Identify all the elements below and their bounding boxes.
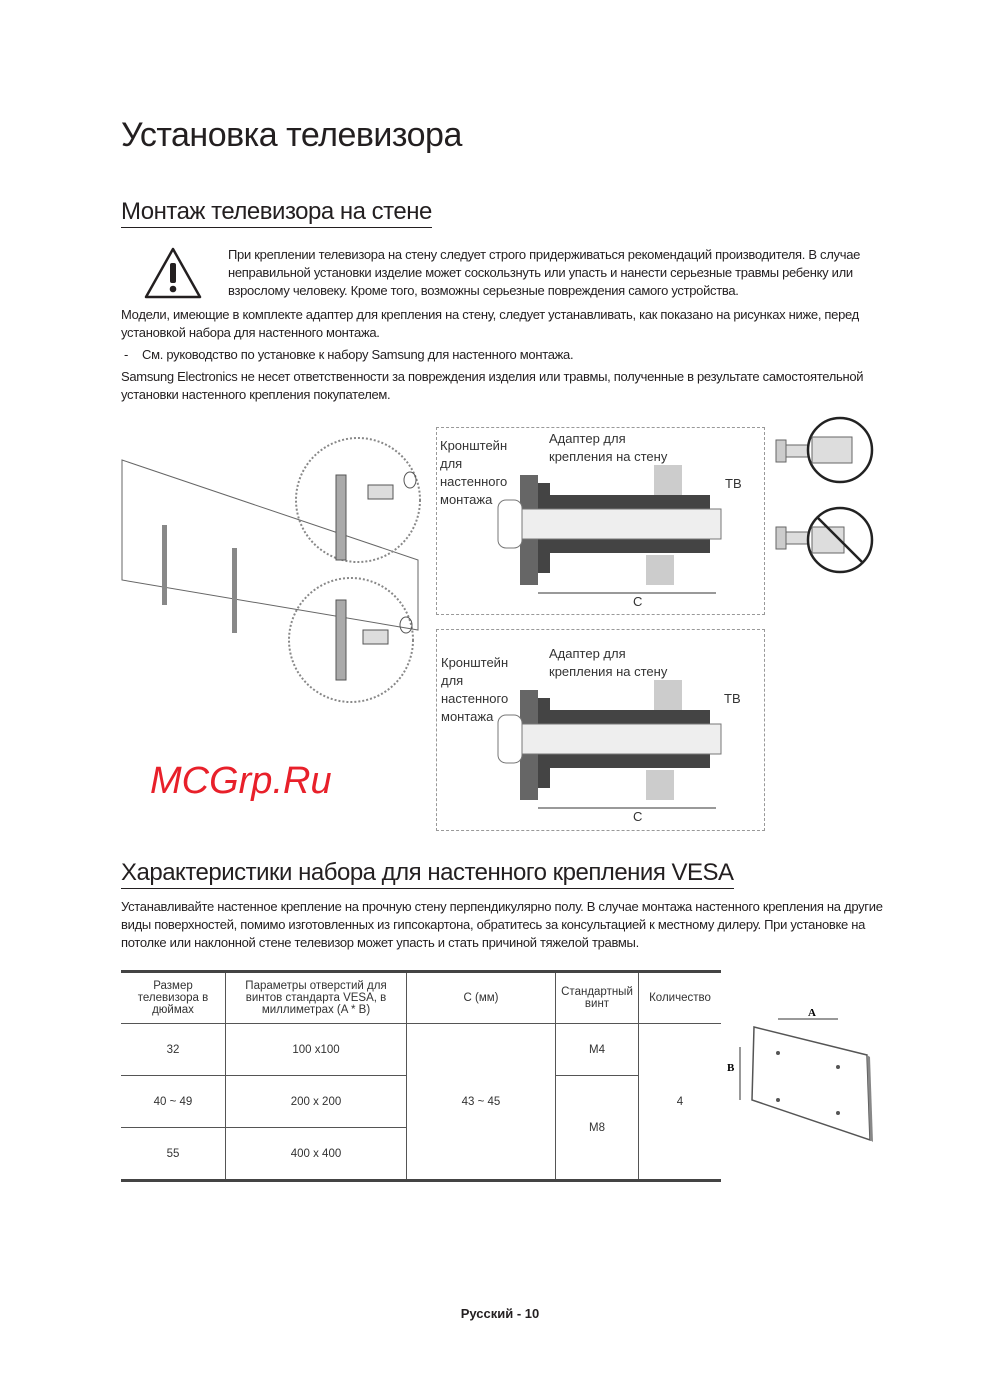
cell-size: 32 — [121, 1024, 226, 1076]
bullet-marker: - — [124, 347, 129, 362]
tv-label: ТВ — [724, 691, 741, 706]
cell-vesa: 200 x 200 — [226, 1076, 407, 1128]
adapter-label: Адаптер для крепления на стену — [549, 646, 668, 679]
cell-vesa: 400 x 400 — [226, 1128, 407, 1181]
adapter-label: Адаптер для крепления на стену — [549, 431, 668, 464]
column-header: Количество — [639, 972, 722, 1024]
column-header: Параметры отверстий для винтов стандарта VESA, в миллиметрах (A * B) — [226, 972, 407, 1024]
column-header: Стандартный винт — [556, 972, 639, 1024]
bracket-label: Кронштейн для настенного монтажа — [441, 655, 509, 724]
wall-mount-illustration — [118, 430, 438, 710]
cell-size: 55 — [121, 1128, 226, 1181]
cell-vesa: 100 x100 — [226, 1024, 407, 1076]
page-footer: Русский - 10 — [460, 1306, 540, 1321]
table-header-row — [121, 972, 721, 1024]
bullet-item — [121, 346, 881, 364]
screw-cross-section-2 — [496, 670, 726, 820]
tv-label: ТВ — [725, 476, 742, 491]
watermark: MCGrp.Ru — [150, 760, 332, 802]
warning-text: При креплении телевизора на стену следует строго придерживаться рекомендаций производителя. В случае неправильной установки изделие может соскользнуть или упасть и нанести серьезные травмы ребенку или взрослому человеку. Кроме того, возможны серьезные повреждения самого устройства. — [228, 247, 861, 298]
vesa-dimension-figure — [722, 1005, 877, 1145]
paragraph: Модели, имеющие в комплекте адаптер для крепления на стену, следует устанавливать, как показано на рисунках ниже, перед установкой набора для настенного монтажа. — [121, 307, 859, 340]
c-dimension-label: C — [633, 594, 643, 609]
table-row — [121, 1024, 721, 1076]
bullet-text: См. руководство по установке к набору Samsung для настенного монтажа. — [142, 347, 574, 362]
cell-screw: M4 — [556, 1024, 639, 1076]
bracket-label: Кронштейн для настенного монтажа — [440, 438, 508, 507]
screw-cross-section-1 — [496, 455, 726, 605]
cell-size: 40 ~ 49 — [121, 1076, 226, 1128]
column-header: Размер телевизора в дюймах — [121, 972, 226, 1024]
cell-quantity: 4 — [639, 1024, 722, 1181]
dimension-a-label: A — [808, 1007, 816, 1019]
page-title: Установка телевизора — [121, 116, 462, 154]
c-dimension-label: C — [633, 809, 643, 824]
wall-mount-text — [121, 246, 881, 404]
paragraph: Samsung Electronics не несет ответственности за повреждения изделия или травмы, полученные в результате самостоятельной установки настенного крепления покупателем. — [121, 369, 864, 402]
cell-screw: M8 — [556, 1076, 639, 1181]
correct-incorrect-screw-icons — [772, 415, 877, 580]
paragraph: Устанавливайте настенное крепление на прочную стену перпендикулярно полу. В случае монтажа настенного крепления на другие виды поверхностей, помимо изготовленных из гипсокартона, обратитесь за консультацией к местному дилеру. При установке на потолке или наклонной стене телевизор может упасть и стать причиной тяжелой травмы. — [121, 899, 883, 950]
section-heading-vesa: Характеристики набора для настенного крепления VESA — [121, 859, 734, 889]
cell-c-value: 43 ~ 45 — [407, 1024, 556, 1181]
column-header: C (мм) — [407, 972, 556, 1024]
section-heading-wall-mount: Монтаж телевизора на стене — [121, 198, 432, 228]
dimension-b-label: B — [727, 1062, 735, 1074]
vesa-spec-table — [121, 970, 721, 1182]
